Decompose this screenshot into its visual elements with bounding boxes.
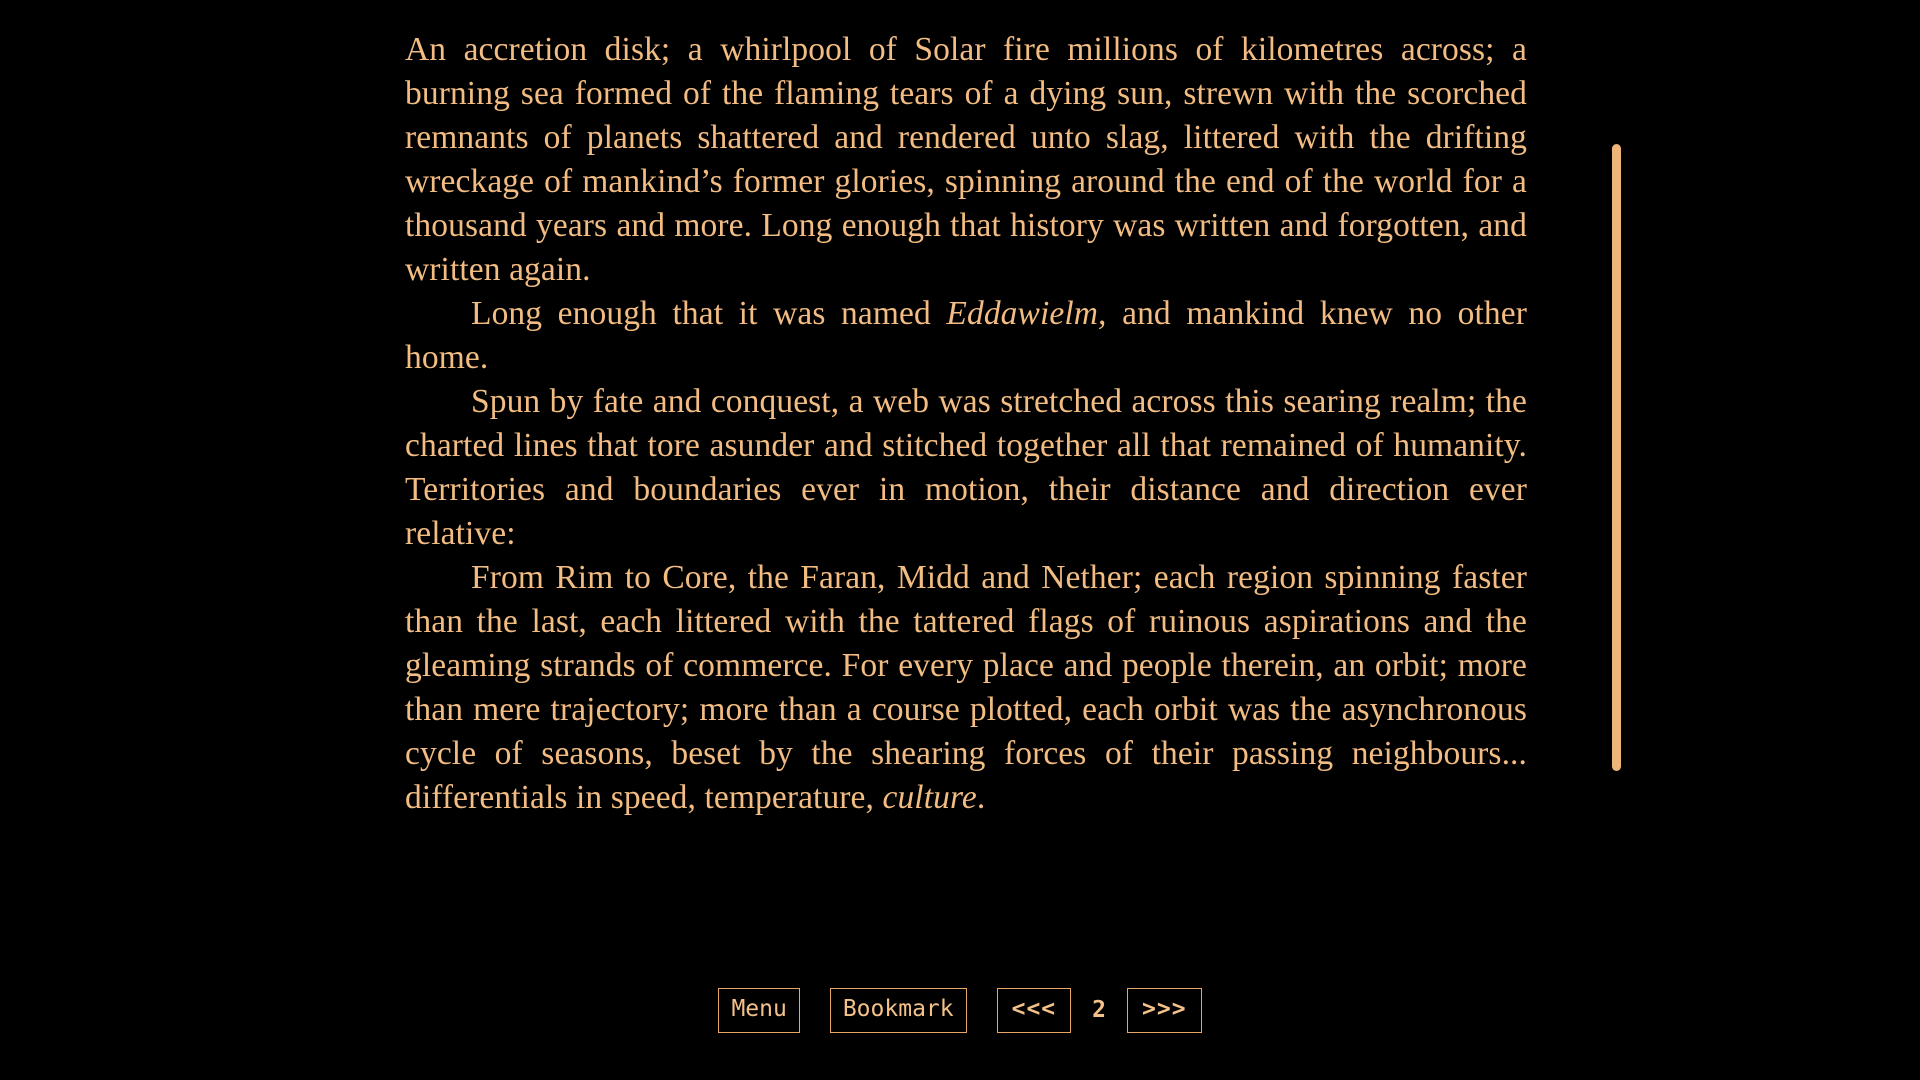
paragraph-4-text-after: . (976, 779, 986, 816)
scrollbar-thumb[interactable] (1612, 144, 1621, 771)
paragraph-2-text-after: and mankind knew no other home. (405, 295, 1527, 376)
paragraph-4 (405, 556, 1527, 820)
paragraph-4-text-before: From Rim to Core, the Faran, Midd and Nether; each region spinning faster than the last, each littered with the tattered flags of ruinous aspirations and the gleaming strands of commerce. For every place and people therein, an orbit; more than mere trajectory; more than a course plotted, each orbit was the asynchronous cycle of seasons, beset by the shearing forces of their passing neighbours... differentials in speed, temperature, (405, 559, 1527, 816)
reader-toolbar (0, 988, 1920, 1033)
paragraph-2 (405, 292, 1527, 380)
bookmark-button[interactable]: Bookmark (830, 988, 967, 1033)
paragraph-4-emphasis: culture (882, 779, 977, 816)
paragraph-2-emphasis: Eddawielm, (946, 295, 1107, 332)
page-number: 2 (1092, 996, 1107, 1023)
page-text-body (405, 28, 1527, 820)
previous-page-button[interactable]: <<< (997, 988, 1072, 1033)
paragraph-3: Spun by fate and conquest, a web was stretched across this searing realm; the charted lines that tore asunder and stitched together all that remained of humanity. Territories and boundaries ever in motion, their distance and direction ever relative: (405, 383, 1527, 552)
next-page-button[interactable]: >>> (1127, 988, 1202, 1033)
paragraph-1: An accretion disk; a whirlpool of Solar fire millions of kilometres across; a burning sea formed of the flaming tears of a dying sun, strewn with the scorched remnants of planets shattered and rendered unto slag, littered with the drifting wreckage of mankind’s former glories, spinning around the end of the world for a thousand years and more. Long enough that history was written and forgotten, and written again. (405, 31, 1527, 288)
paragraph-2-text-before: Long enough that it was named (471, 295, 947, 332)
menu-button[interactable]: Menu (718, 988, 799, 1033)
